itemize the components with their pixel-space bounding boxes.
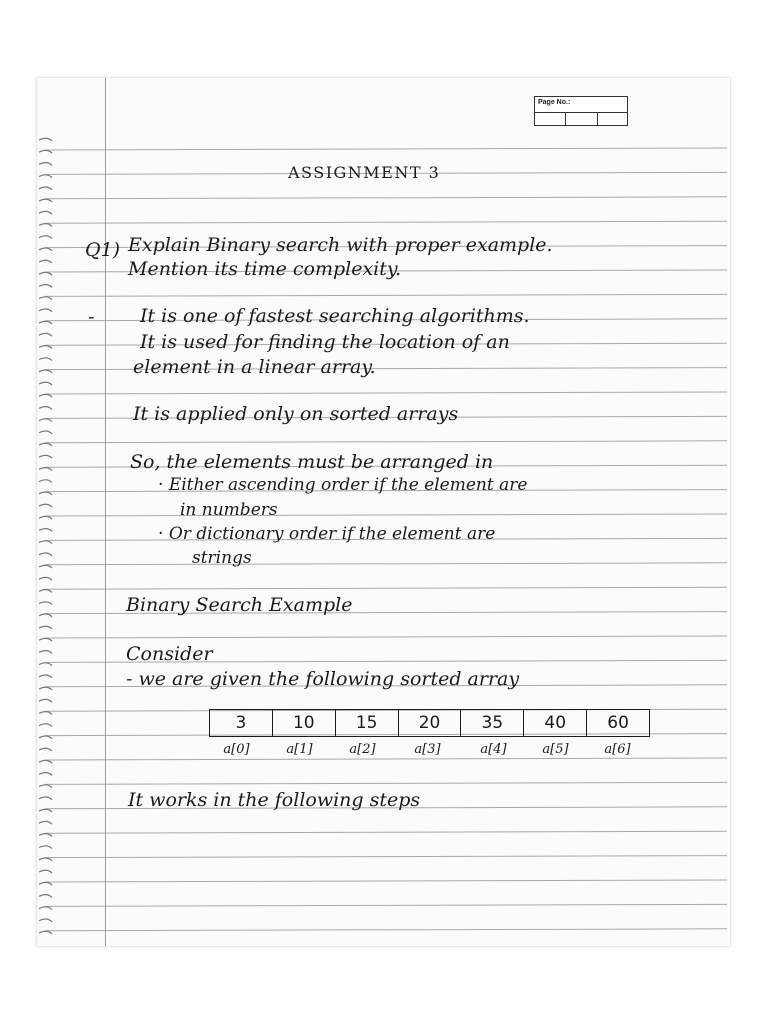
bullet-2-line-2: strings [192,548,252,568]
given-array-text: - we are given the following sorted array [126,668,520,690]
bullet-1: · Either ascending order if the element are [158,475,528,495]
example-heading: Binary Search Example [126,594,353,616]
array-cell: 10 [273,710,336,736]
answer-dash: - [88,306,95,328]
answer-line-3: element in a linear array. [133,356,376,378]
answer-line-4: It is applied only on sorted arrays [133,403,459,425]
margin-line [105,78,106,946]
array-cell: 3 [210,710,273,736]
page-number-label: Page No.: [538,99,571,106]
answer-line-5: So, the elements must be arranged in [130,451,494,473]
page-title: ASSIGNMENT 3 [288,163,441,182]
array-index: a[4] [480,742,507,757]
consider-text: Consider [126,643,213,665]
array-cell: 20 [399,710,462,736]
bullet-1-line-1: Either ascending order if the element are [168,475,528,495]
page-number-box [534,96,628,126]
bullet-2-line-1: Or dictionary order if the element are [168,524,496,544]
array-cell: 15 [336,710,399,736]
bullet-2: · Or dictionary order if the element are [158,524,496,544]
array-index: a[2] [349,742,376,757]
array-cell: 40 [524,710,587,736]
answer-line-2: It is used for finding the location of an [140,331,510,353]
array-index: a[0] [223,742,250,757]
question-number: Q1) [85,239,121,261]
question-line-1: Explain Binary search with proper example. [128,234,553,256]
array-cell: 35 [461,710,524,736]
spiral-binding [37,78,53,946]
sorted-array-table [209,709,650,737]
question-line-2: Mention its time complexity. [128,258,402,280]
array-cell: 60 [607,713,629,733]
array-index: a[1] [286,742,313,757]
array-index: a[6] [604,742,631,757]
array-index: a[5] [542,742,569,757]
ruled-lines [37,78,730,946]
answer-line-1: It is one of fastest searching algorithms. [140,305,530,327]
bullet-1-line-2: in numbers [180,500,278,520]
array-index: a[3] [414,742,441,757]
steps-text: It works in the following steps [128,789,421,811]
